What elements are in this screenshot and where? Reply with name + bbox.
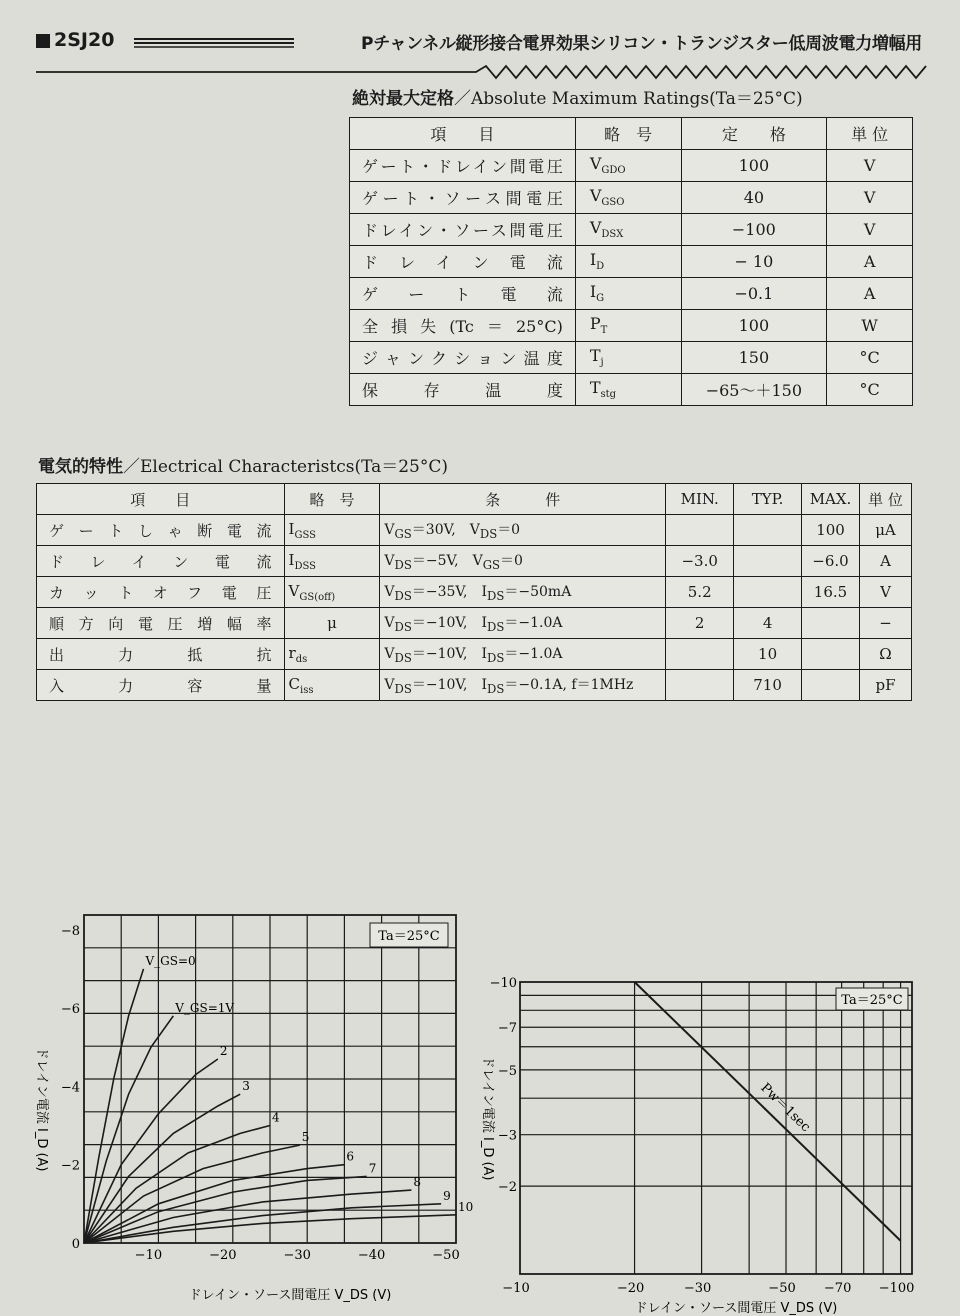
ec-item: 順方向電圧増幅率 bbox=[37, 608, 285, 639]
chart1-series-line bbox=[84, 969, 144, 1243]
ec-condition: $V_{DS}=-10V$, $I_{DS}=-0.1A$, f＝1MHz bbox=[380, 670, 666, 701]
amr-section-title bbox=[352, 84, 803, 109]
amr-col-item: 項 目 bbox=[350, 118, 576, 150]
amr-unit: V bbox=[827, 150, 913, 182]
chart2-title: Ta＝25°C bbox=[841, 993, 903, 1008]
ec-col-symbol: 略 号 bbox=[284, 484, 380, 515]
chart2-y-tick: −5 bbox=[497, 1063, 517, 1079]
ec-row bbox=[37, 546, 912, 577]
amr-unit: W bbox=[827, 310, 913, 342]
amr-row bbox=[350, 214, 913, 246]
ec-item: ゲートしゃ断電流 bbox=[37, 515, 285, 546]
ec-table bbox=[36, 483, 912, 701]
amr-value: −100 bbox=[681, 214, 827, 246]
ec-section-title bbox=[38, 452, 448, 477]
chart2-x-tick: −100 bbox=[878, 1281, 915, 1296]
chart1-series-label: 9 bbox=[443, 1188, 451, 1203]
ec-symbol: μ bbox=[284, 608, 380, 639]
amr-item: 全損失(Tc＝25°C) bbox=[350, 310, 576, 342]
amr-item: ゲート・ドレイン間電圧 bbox=[350, 150, 576, 182]
ec-symbol: $I_{DSS}$ bbox=[284, 546, 380, 577]
ec-col-typ: TYP. bbox=[734, 484, 802, 515]
chart2-y-tick: −2 bbox=[497, 1180, 517, 1196]
ec-title-en: ／Electrical Characteristcs bbox=[123, 457, 355, 477]
chart1-x-tick: −50 bbox=[432, 1248, 460, 1263]
amr-value: 150 bbox=[681, 342, 827, 374]
amr-header-row bbox=[350, 118, 913, 150]
part-number: 2SJ20 bbox=[54, 29, 115, 51]
amr-row bbox=[350, 246, 913, 278]
ec-header-row bbox=[37, 484, 912, 515]
ec-col-condition: 条 件 bbox=[380, 484, 666, 515]
chart2-series-label: Pw＝1sec bbox=[757, 1080, 813, 1136]
chart2-x-tick: −20 bbox=[616, 1281, 645, 1296]
amr-item: ゲート電流 bbox=[350, 278, 576, 310]
safe-operating-area-chart bbox=[480, 962, 920, 1316]
ec-col-max: MAX. bbox=[802, 484, 860, 515]
ec-item: 出力抵抗 bbox=[37, 639, 285, 670]
ec-min bbox=[666, 639, 734, 670]
ec-item: 入力容量 bbox=[37, 670, 285, 701]
chart1-series-label: 4 bbox=[272, 1110, 280, 1125]
amr-unit: °C bbox=[827, 374, 913, 406]
ec-typ: 4 bbox=[734, 608, 802, 639]
amr-unit: V bbox=[827, 214, 913, 246]
amr-row bbox=[350, 150, 913, 182]
amr-value: 40 bbox=[681, 182, 827, 214]
chart2-y-label: ドレイン電流 I_D (A) bbox=[480, 1055, 495, 1181]
chart2-y-tick: −10 bbox=[489, 976, 517, 991]
ec-condition: $V_{GS}=30V$, $V_{DS}=0$ bbox=[380, 515, 666, 546]
chart1-series-label: 5 bbox=[301, 1130, 310, 1145]
chart2-x-tick: −50 bbox=[768, 1281, 796, 1296]
ec-symbol: $C_{iss}$ bbox=[284, 670, 380, 701]
ec-col-unit: 単 位 bbox=[859, 484, 911, 515]
chart1-series-line bbox=[84, 1016, 173, 1243]
amr-value: 100 bbox=[681, 150, 827, 182]
chart1-x-label: ドレイン・ソース間電圧 V_DS (V) bbox=[188, 1288, 392, 1303]
chart1-x-tick: −10 bbox=[134, 1248, 163, 1263]
chart2-series-line bbox=[635, 982, 901, 1241]
chart1-series-label: 6 bbox=[346, 1149, 355, 1164]
amr-value: − 10 bbox=[681, 246, 827, 278]
amr-item: ドレイン・ソース間電圧 bbox=[350, 214, 576, 246]
amr-unit: V bbox=[827, 182, 913, 214]
ec-title-jp: 電気的特性 bbox=[38, 457, 123, 477]
amr-col-symbol: 略 号 bbox=[575, 118, 681, 150]
chart1-y-tick: −6 bbox=[60, 1002, 80, 1018]
chart2-y-tick: −7 bbox=[497, 1021, 517, 1037]
chart1-series-label: V_GS=0 bbox=[145, 953, 196, 968]
amr-symbol: $V_{GSO}$ bbox=[575, 182, 681, 214]
amr-symbol: $T_{stg}$ bbox=[575, 374, 681, 406]
amr-value: −65～＋150 bbox=[681, 374, 827, 406]
ec-condition: $V_{DS}=-35V$, $I_{DS}=-50mA$ bbox=[380, 577, 666, 608]
ec-unit: μA bbox=[859, 515, 911, 546]
ec-item: ドレイン電流 bbox=[37, 546, 285, 577]
chart1-series-label: V_GS=1V bbox=[175, 1000, 235, 1015]
ec-unit: − bbox=[859, 608, 911, 639]
ec-row bbox=[37, 608, 912, 639]
chart1-x-tick: −20 bbox=[209, 1248, 237, 1263]
ec-unit: pF bbox=[859, 670, 911, 701]
ec-condition: $V_{DS}=-5V$, $V_{GS}=0$ bbox=[380, 546, 666, 577]
chart2-x-tick: −10 bbox=[502, 1281, 530, 1296]
amr-row bbox=[350, 342, 913, 374]
amr-condition: (Ta＝25°C) bbox=[709, 89, 803, 109]
chart1-x-tick: −40 bbox=[357, 1248, 386, 1263]
amr-symbol: $I_G$ bbox=[575, 278, 681, 310]
amr-unit: °C bbox=[827, 342, 913, 374]
amr-item: ドレイン電流 bbox=[350, 246, 576, 278]
chart1-title: Ta＝25°C bbox=[378, 929, 440, 944]
amr-unit: A bbox=[827, 246, 913, 278]
ec-symbol: $r_{ds}$ bbox=[284, 639, 380, 670]
ec-col-min: MIN. bbox=[666, 484, 734, 515]
ec-max bbox=[802, 608, 860, 639]
ec-max bbox=[802, 639, 860, 670]
ec-unit: V bbox=[859, 577, 911, 608]
ec-min: 5.2 bbox=[666, 577, 734, 608]
chart2-x-tick: −30 bbox=[683, 1281, 712, 1296]
ec-condition: (Ta＝25°C) bbox=[354, 457, 449, 477]
ec-max: 16.5 bbox=[802, 577, 860, 608]
chart1-y-tick: −8 bbox=[60, 923, 80, 939]
ec-row bbox=[37, 515, 912, 546]
amr-unit: A bbox=[827, 278, 913, 310]
ec-max: 100 bbox=[802, 515, 860, 546]
amr-item: ゲート・ソース間電圧 bbox=[350, 182, 576, 214]
ec-condition: $V_{DS}=-10V$, $I_{DS}=-1.0A$ bbox=[380, 639, 666, 670]
chart1-y-label: ドレイン電流 I_D (A) bbox=[34, 1046, 49, 1172]
amr-symbol: $P_T$ bbox=[575, 310, 681, 342]
amr-item: 保存温度 bbox=[350, 374, 576, 406]
amr-symbol: $V_{DSX}$ bbox=[575, 214, 681, 246]
amr-row bbox=[350, 310, 913, 342]
ec-max: −6.0 bbox=[802, 546, 860, 577]
header-title: Pチャンネル縦形接合電界効果シリコン・トランジスター低周波電力増幅用 bbox=[361, 34, 922, 54]
amr-symbol: $T_j$ bbox=[575, 342, 681, 374]
ec-max bbox=[802, 670, 860, 701]
amr-symbol: $V_{GDO}$ bbox=[575, 150, 681, 182]
ec-min: −3.0 bbox=[666, 546, 734, 577]
ec-typ: 710 bbox=[734, 670, 802, 701]
amr-col-rating: 定 格 bbox=[681, 118, 827, 150]
ec-unit: A bbox=[859, 546, 911, 577]
ec-row bbox=[37, 670, 912, 701]
ec-typ: 10 bbox=[734, 639, 802, 670]
ec-col-item: 項 目 bbox=[37, 484, 285, 515]
chart1-y-tick: 0 bbox=[71, 1237, 80, 1252]
chart2-x-tick: −70 bbox=[823, 1281, 852, 1296]
amr-table bbox=[349, 117, 913, 406]
amr-symbol: $I_D$ bbox=[575, 246, 681, 278]
amr-row bbox=[350, 182, 913, 214]
ec-symbol: $V_{GS(off)}$ bbox=[284, 577, 380, 608]
chart1-series-label: 10 bbox=[458, 1199, 474, 1214]
ec-item: カットオフ電圧 bbox=[37, 577, 285, 608]
chart1-series-label: 3 bbox=[242, 1079, 250, 1094]
chart1-series-label: 2 bbox=[219, 1043, 228, 1058]
ec-typ bbox=[734, 546, 802, 577]
chart1-series-label: 8 bbox=[413, 1175, 422, 1190]
ec-min: 2 bbox=[666, 608, 734, 639]
ec-symbol: $I_{GSS}$ bbox=[284, 515, 380, 546]
chart1-x-tick: −30 bbox=[283, 1248, 311, 1263]
ec-row bbox=[37, 577, 912, 608]
ec-min bbox=[666, 670, 734, 701]
amr-value: −0.1 bbox=[681, 278, 827, 310]
chart2-y-tick: −3 bbox=[497, 1128, 517, 1144]
amr-item: ジャンクション温度 bbox=[350, 342, 576, 374]
amr-title-jp: 絶対最大定格 bbox=[352, 89, 454, 109]
amr-col-unit: 単 位 bbox=[827, 118, 913, 150]
page-header bbox=[36, 28, 926, 88]
ec-min bbox=[666, 515, 734, 546]
chart1-y-tick: −4 bbox=[60, 1080, 80, 1096]
drain-characteristics-chart bbox=[20, 905, 474, 1305]
chart1-series-label: 7 bbox=[368, 1161, 377, 1176]
amr-row bbox=[350, 374, 913, 406]
ec-typ bbox=[734, 577, 802, 608]
amr-row bbox=[350, 278, 913, 310]
chart2-x-label: ドレイン・ソース間電圧 V_DS (V) bbox=[634, 1301, 838, 1316]
ec-unit: Ω bbox=[859, 639, 911, 670]
chart1-y-tick: −2 bbox=[60, 1158, 80, 1174]
ec-row bbox=[37, 639, 912, 670]
amr-value: 100 bbox=[681, 310, 827, 342]
ec-condition: $V_{DS}=-10V$, $I_{DS}=-1.0A$ bbox=[380, 608, 666, 639]
chart2-frame bbox=[520, 982, 912, 1274]
ec-typ bbox=[734, 515, 802, 546]
amr-title-en: ／Absolute Maximum Ratings bbox=[454, 89, 710, 109]
